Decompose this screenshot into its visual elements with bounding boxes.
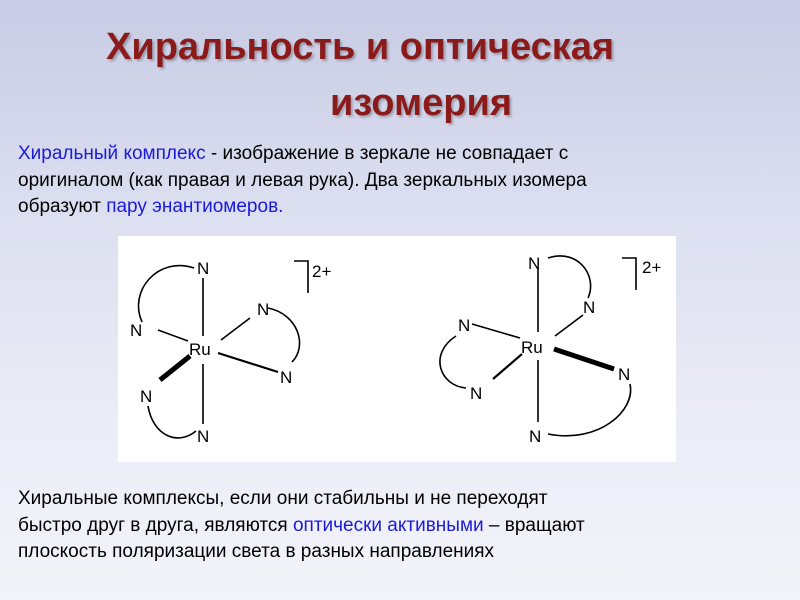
intro-paragraph: [18, 141, 587, 221]
left-n-bottom: N: [197, 427, 210, 446]
conclusion-line-1: Хиральные комплексы, если они стабильны и не переходят: [18, 488, 548, 509]
right-n-right: N: [618, 365, 631, 384]
right-bond-right-wedge: [554, 349, 614, 369]
left-charge: 2+: [312, 262, 332, 281]
right-charge: 2+: [642, 258, 662, 277]
intro-line-1: [18, 141, 587, 168]
right-n-upper-right: N: [583, 298, 596, 317]
right-bond-lower-left: [493, 354, 522, 379]
conclusion-line-2-post: – вращают: [483, 514, 585, 536]
conclusion-line-2: [18, 513, 585, 540]
left-ru-center: Ru: [189, 340, 211, 359]
left-chelate-arc-3: [148, 406, 196, 438]
right-n-lower-left: N: [470, 384, 483, 403]
left-bond-lower-left-wedge: [160, 356, 190, 380]
left-n-left: N: [130, 321, 143, 340]
conclusion-paragraph: [18, 486, 585, 566]
right-bond-left: [472, 324, 520, 338]
right-chelate-arc-2: [440, 336, 466, 388]
left-charge-bracket: [294, 261, 308, 293]
right-n-left: N: [458, 316, 471, 335]
right-charge-bracket: [622, 258, 636, 290]
intro-line-2: оригиналом (как правая и левая рука). Два зеркальных изомера: [18, 169, 587, 191]
slide-title-line-2: изомерия: [330, 82, 513, 124]
right-n-bottom: N: [529, 427, 542, 446]
intro-line-1-rest: - изображение в зеркале не совпадает с: [205, 143, 569, 164]
right-bond-upper-right: [555, 315, 583, 336]
left-n-right: N: [280, 368, 293, 387]
conclusion-line-2-pre: быстро друг в друга, являются: [18, 514, 293, 536]
left-chelate-arc-1: [138, 266, 194, 322]
left-isomer-atoms: [130, 259, 331, 446]
right-n-top: N: [528, 254, 541, 273]
right-chelate-arc-1: [548, 256, 591, 298]
enantiomers-figure: [118, 236, 676, 462]
left-bond-right: [218, 353, 278, 372]
enantiomer-pair-term: пару энантиомеров: [106, 196, 279, 217]
intro-line-3: [18, 194, 587, 221]
optically-active-term: оптически активными: [292, 514, 484, 536]
left-bond-upper-right: [221, 318, 250, 340]
conclusion-line-3: плоскость поляризации света в разных направлениях: [18, 541, 495, 562]
left-isomer: [138, 261, 308, 438]
enantiomers-diagram: [118, 236, 676, 462]
intro-line-3-pre: образуют: [18, 196, 107, 217]
chiral-complex-term: Хиральный комплекс: [18, 143, 206, 164]
intro-line-3-period: .: [278, 196, 284, 217]
left-n-lower-left: N: [140, 387, 153, 406]
right-chelate-arc-3: [548, 384, 631, 436]
right-ru-center: Ru: [521, 338, 543, 357]
left-n-top: N: [197, 259, 210, 278]
left-n-upper-right: N: [257, 300, 270, 319]
slide-title-line-1: Хиральность и оптическая: [106, 26, 615, 68]
left-chelate-arc-2: [268, 308, 300, 362]
left-bond-left: [158, 330, 188, 341]
